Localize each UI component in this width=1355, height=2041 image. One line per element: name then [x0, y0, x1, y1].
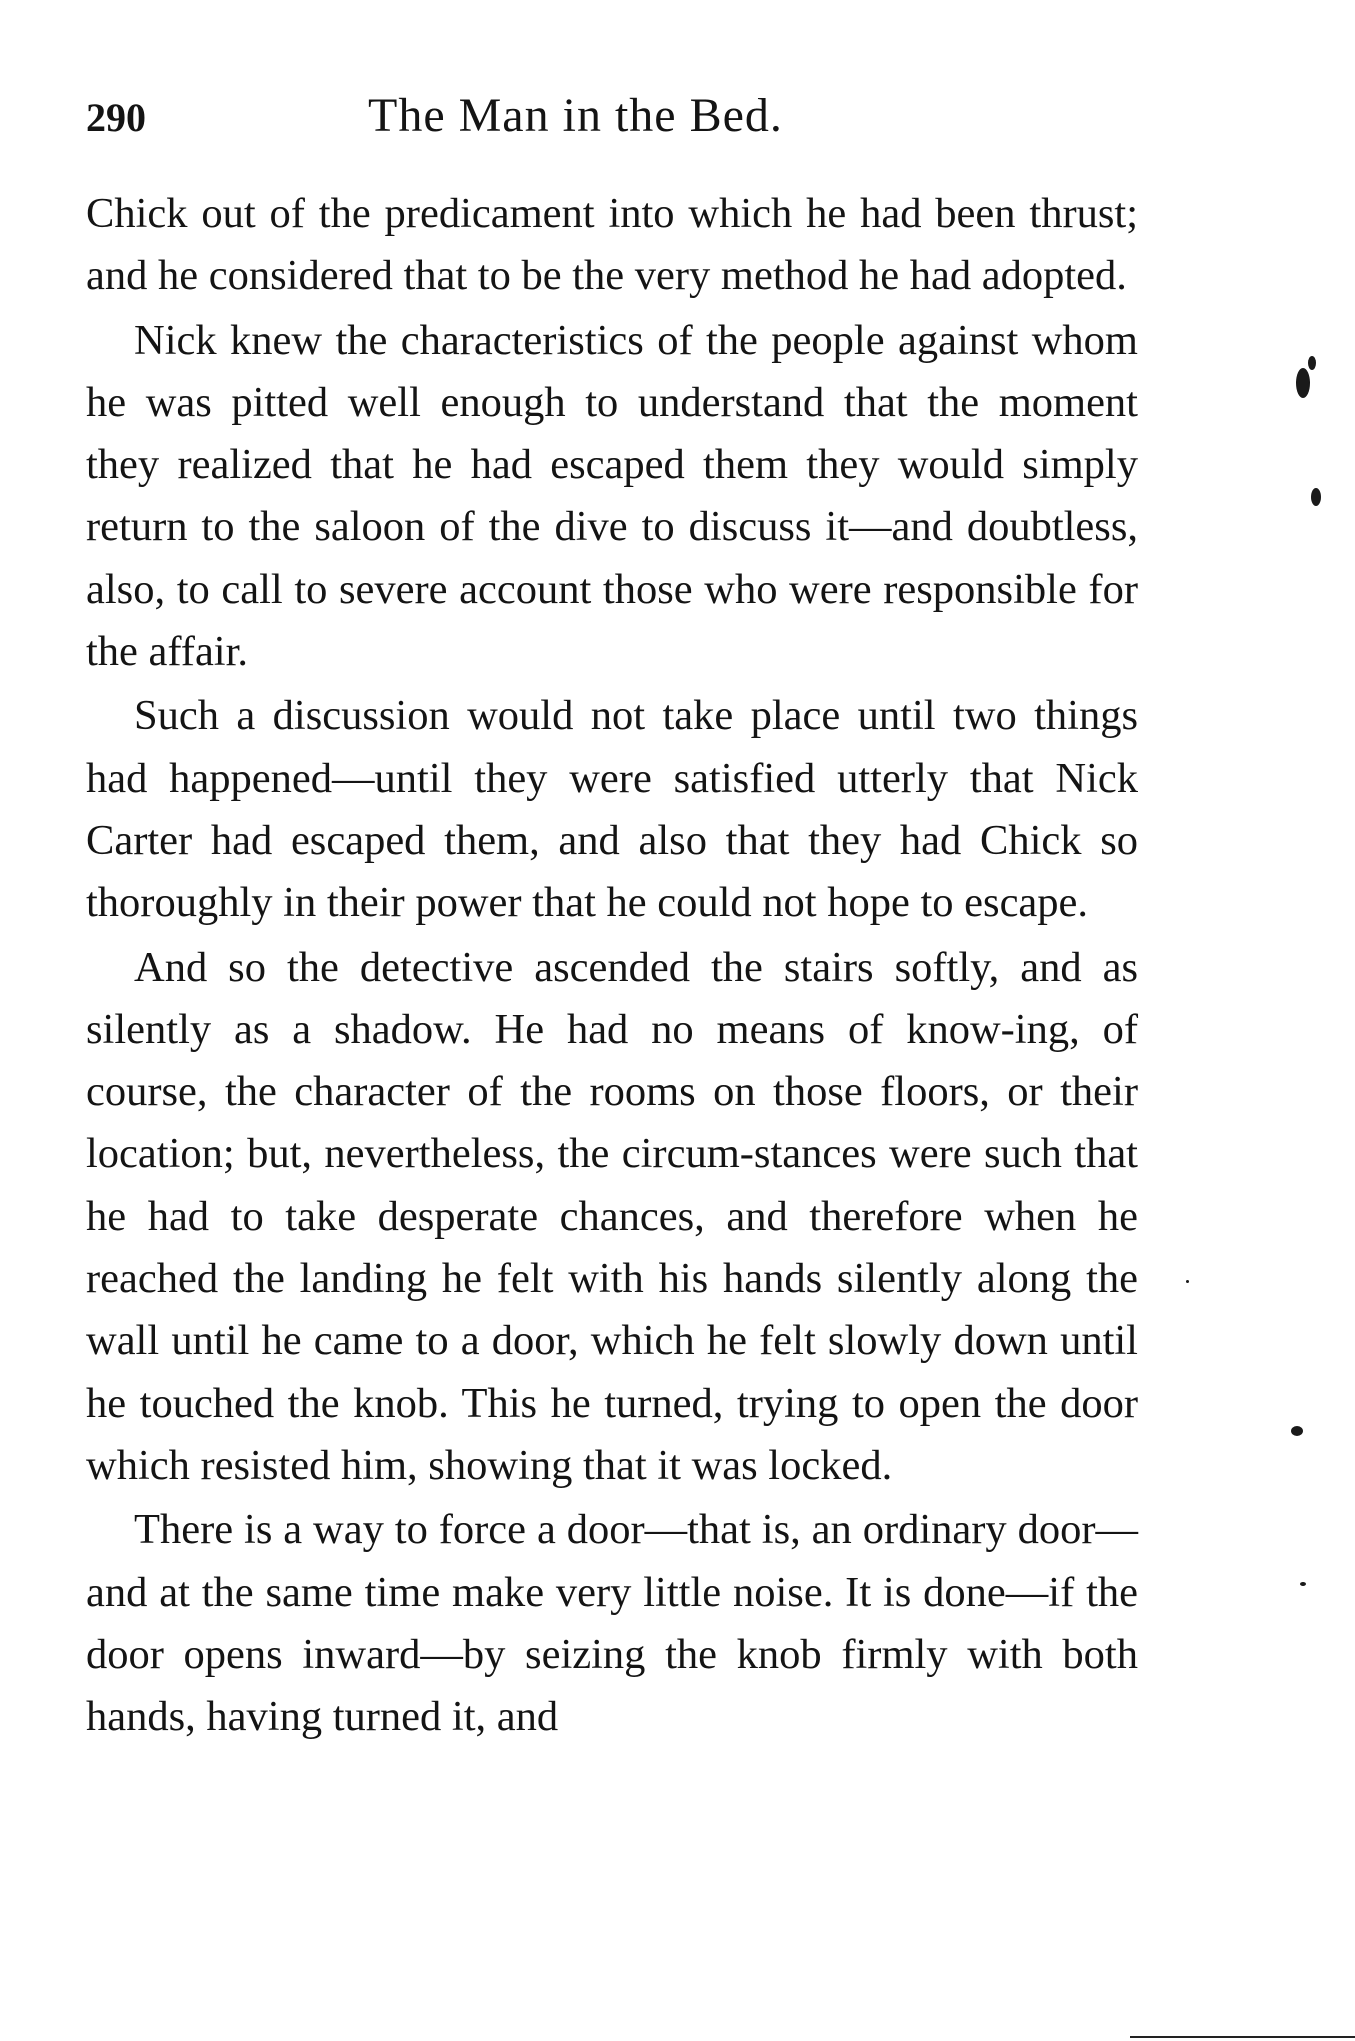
- paragraph: Such a discussion would not take place until two things had happened—until they were satisfied utterly that Nick Carter had escaped them, and also that they had Chick so thoroughly in their power that he could not hope to escape.: [86, 692, 1138, 927]
- page-number: 290: [86, 95, 146, 140]
- scan-edge-line: [1130, 2036, 1355, 2038]
- ink-speck: [1300, 1582, 1306, 1586]
- paragraph: Chick out of the predicament into which he had been thrust; and he considered that to be the very method he had adopted.: [86, 190, 1138, 300]
- paragraph: And so the detective ascended the stairs softly, and as silently as a shadow. He had no means of know-ing, of course, the character of the rooms on those floors, or their location; but, nevertheless, the circum-stances were such that he had to take desperate chances, and therefore when he reached the landing he felt with his hands silently along the wall until he came to a door, which he felt slowly down until he touched the knob. This he turned, trying to open the door which resisted him, showing that it was locked.: [86, 943, 1138, 1489]
- running-title: The Man in the Bed.: [368, 89, 783, 142]
- body-text: [86, 183, 1138, 1748]
- ink-speck: [1186, 1280, 1189, 1283]
- ink-speck: [1308, 356, 1316, 370]
- paragraph: Nick knew the characteristics of the people against whom he was pitted well enough to understand that the moment they realized that he had escaped them they would simply return to the saloon of the dive to discuss it—and doubtless, also, to call to severe account those who were responsible for the affair.: [86, 316, 1138, 676]
- paragraph: There is a way to force a door—that is, an ordinary door—and at the same time make very little noise. It is done—if the door opens inward—by seizing the knob firmly with both hands, having turned it, and: [86, 1506, 1138, 1741]
- ink-speck: [1296, 368, 1310, 398]
- running-head: [86, 88, 1138, 148]
- ink-speck: [1311, 488, 1321, 506]
- ink-speck: [1291, 1426, 1303, 1436]
